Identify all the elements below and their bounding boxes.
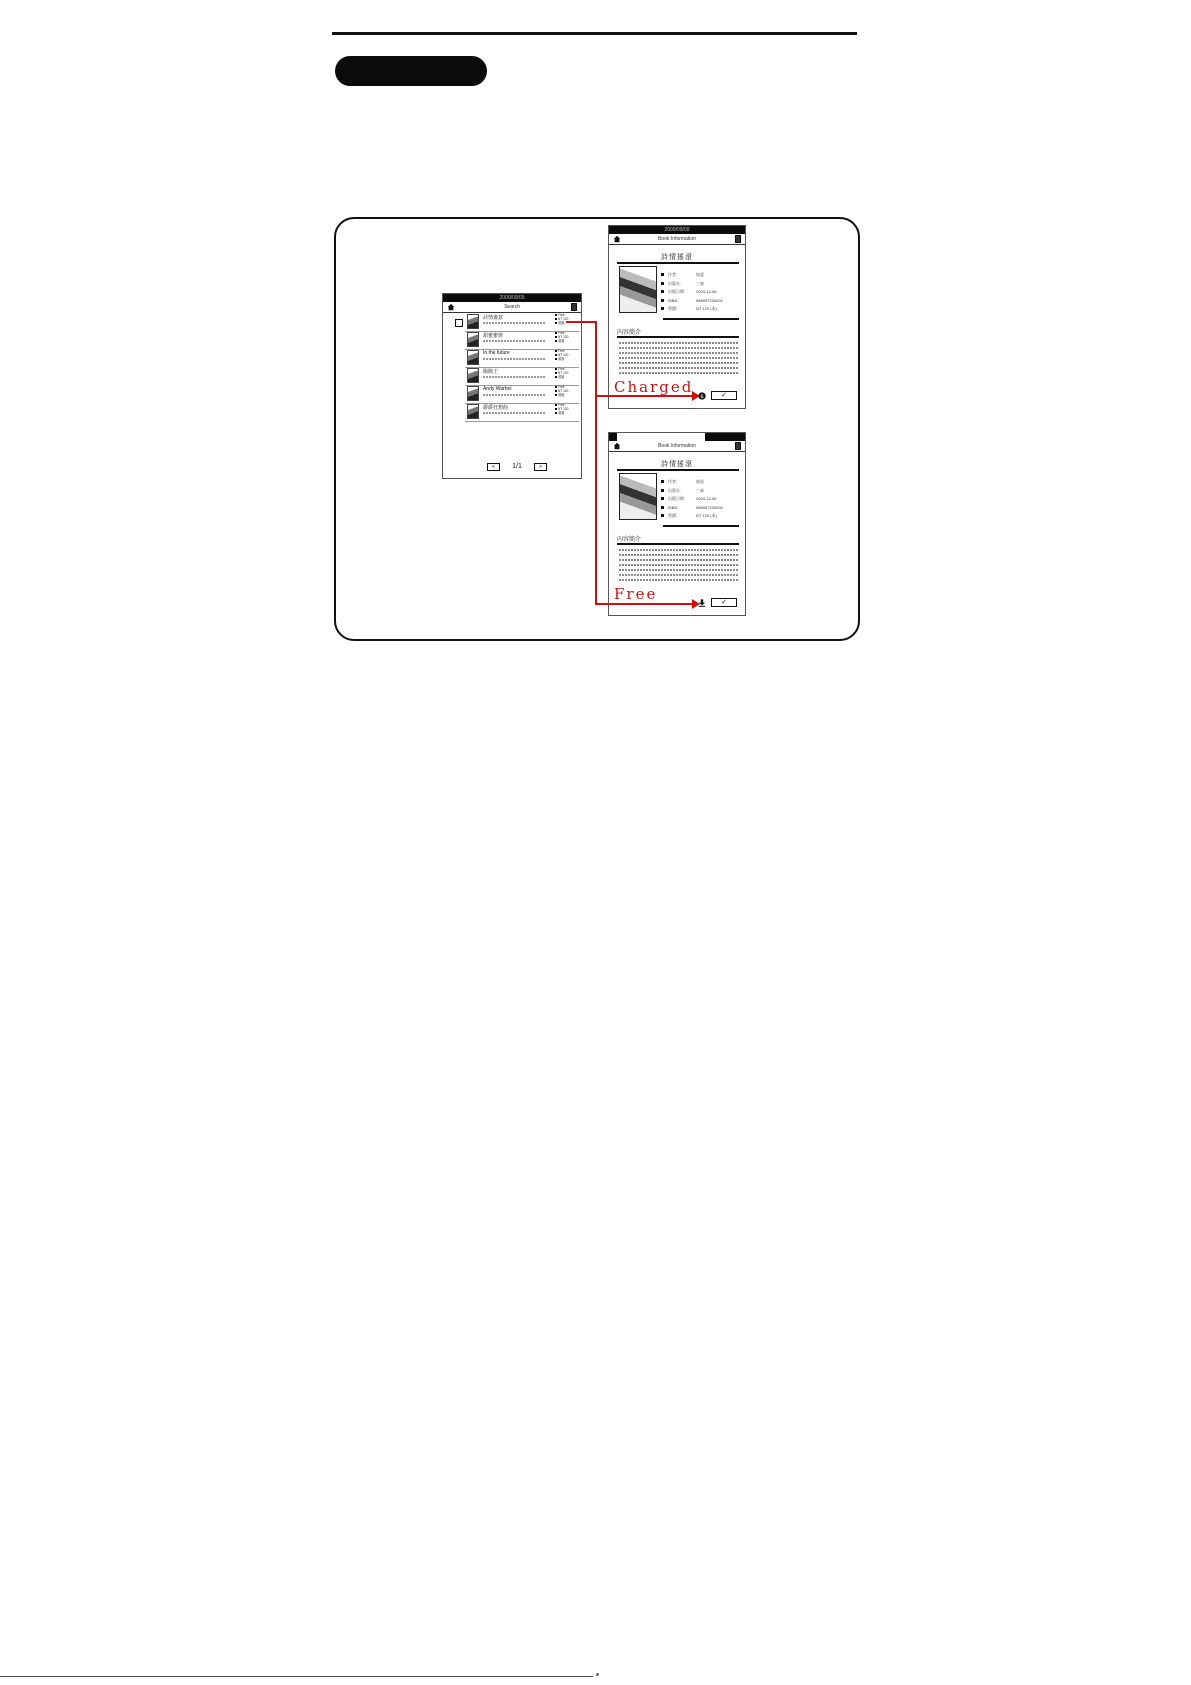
book-meta: Free NT 120 書籍	[555, 349, 568, 361]
book-title: 詩情畫意	[483, 315, 504, 321]
book-title: Andy Warhol	[483, 386, 512, 392]
nav-title: Search	[504, 304, 520, 310]
next-page-button[interactable]: >	[534, 463, 547, 471]
book-title: 甜蜜蜜戀	[483, 333, 504, 339]
flow-arrows	[0, 0, 1191, 700]
book-details: 作者： 如意 出版社： 三泰 出版日期： 2004-12-06 ISBN： 986997290000 售價： NT 120 (本)	[661, 271, 723, 314]
book-title: 爵爵狂想曲	[483, 405, 509, 411]
book-title: In the future	[483, 350, 510, 356]
book-title: 詩情搖滾	[661, 254, 693, 261]
arrow-to-free	[596, 396, 692, 604]
book-title: 詩情搖滾	[661, 461, 693, 468]
confirm-button[interactable]: ✓	[711, 598, 737, 607]
footer-rule	[0, 1676, 593, 1677]
nav-title: Book Information	[658, 443, 696, 449]
svg-text:$: $	[700, 394, 704, 400]
book-meta: Free NT 120 書籍	[555, 331, 568, 343]
section-title: 內容簡介	[617, 330, 642, 336]
nav-title: Book Information	[658, 236, 696, 242]
arrowhead-free	[692, 599, 700, 609]
section-title: 內容簡介	[617, 537, 642, 543]
status-bar: 2009/09/09	[609, 226, 745, 234]
footer-mark	[596, 1673, 599, 1676]
confirm-button[interactable]: ✓	[711, 391, 737, 400]
status-bar: 2009/09/09	[443, 294, 581, 302]
book-title: 陽陽王	[483, 369, 499, 375]
free-label: Free	[614, 585, 658, 603]
book-meta: Free NT 120 書籍	[555, 403, 568, 415]
charged-label: Charged	[614, 378, 694, 396]
book-meta: Free NT 120 書籍	[555, 367, 568, 379]
prev-page-button[interactable]: <	[487, 463, 500, 471]
book-meta: Free NT 120 書籍	[555, 313, 568, 325]
book-meta: Free NT 120 書籍	[555, 385, 568, 397]
book-details: 作者： 如意 出版社： 三泰 出版日期： 2004-12-06 ISBN： 986997290000 售價： NT 120 (本)	[661, 478, 723, 521]
page-indicator: 1/1	[512, 463, 522, 470]
